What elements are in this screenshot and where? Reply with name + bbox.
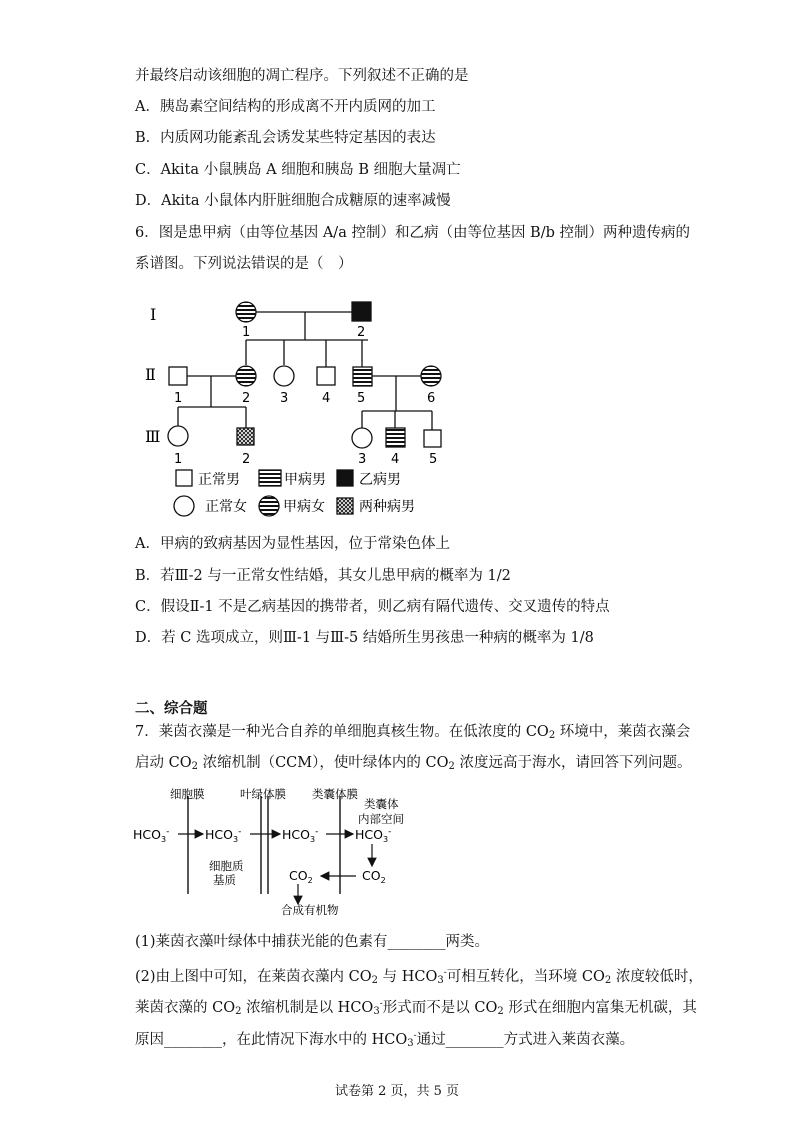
ccm-diagram — [0, 782, 794, 922]
legend-b-male: 乙病男 — [359, 472, 401, 488]
gen3-number-2: 2 — [242, 452, 251, 467]
q6-stem-line2: 系谱图。下列说法错误的是（ ） — [135, 256, 353, 272]
pedigree-II3-normal-female — [274, 366, 294, 386]
q5-stem-tail: 并最终启动该细胞的凋亡程序。下列叙述不正确的是 — [135, 68, 469, 84]
gen2-number-3: 3 — [280, 391, 289, 406]
gen3-number-3: 3 — [358, 452, 367, 467]
gen3-number-4: 4 — [391, 452, 400, 467]
q6-option-b: B．若Ⅲ-2 与一正常女性结婚，其女儿患甲病的概率为 1/2 — [135, 568, 511, 584]
legend-both-male-symbol — [337, 498, 353, 514]
q6-option-d: D．若 C 选项成立，则Ⅲ-1 与Ⅲ-5 结婚所生男孩患一种病的概率为 1/8 — [135, 630, 594, 646]
gen-label-1: Ⅰ — [150, 305, 157, 324]
pedigree-II2-affected-a-female — [236, 366, 256, 386]
legend-normal-female-symbol — [174, 496, 194, 516]
gen2-number-4: 4 — [322, 391, 331, 406]
legend-a-male: 甲病男 — [284, 472, 326, 488]
q7-stem-line1: 7．莱茵衣藻是一种光合自养的单细胞真核生物。在低浓度的 $CO_2$ 环境中，莱茵衣藻会 — [135, 724, 691, 741]
co2-stroma: $CO_2$ — [289, 868, 313, 885]
q7-sub2-line2: 莱茵衣藻的 $CO_2$ 浓缩机制是以 $HCO_3^-$形式而不是以 $CO_2$ 形式在细胞内富集无机碳，其 — [135, 999, 697, 1017]
q7-sub2-line1: (2)由上图中可知，在莱茵衣藻内 $CO_2$ 与 $HCO_3^-$可相互转化，当环境 $CO_2$ 浓度较低时， — [135, 968, 703, 986]
pedigree-III3-normal-female — [352, 428, 372, 448]
pedigree-II1-normal-male — [169, 367, 187, 385]
co2-thylakoid: $CO_2$ — [362, 868, 386, 885]
gen3-number-5: 5 — [429, 452, 438, 467]
gen2-number-1: 1 — [174, 391, 183, 406]
pedigree-III2-both-diseases-male — [237, 428, 254, 445]
legend-normal-female: 正常女 — [205, 499, 247, 515]
legend-both-male: 两种病男 — [359, 499, 415, 515]
label-thylakoid-membrane: 类囊体膜 — [312, 787, 358, 801]
section-title: 二、综合题 — [135, 701, 208, 717]
gen3-number-1: 1 — [174, 452, 183, 467]
gen1-number-2: 2 — [357, 325, 366, 340]
hco3-outside: $HCO_3^-$ — [133, 827, 170, 844]
label-chloroplast-membrane: 叶绿体膜 — [240, 787, 286, 801]
q5-option-a: A．胰岛素空间结构的形成离不开内质网的加工 — [135, 99, 436, 115]
page-footer: 试卷第 2 页，共 5 页 — [334, 1084, 460, 1099]
gen2-number-2: 2 — [242, 391, 251, 406]
legend-a-male-symbol — [259, 470, 281, 486]
label-cell-membrane: 细胞膜 — [170, 787, 205, 801]
q6-stem-line1: 6．图是患甲病（由等位基因 A/a 控制）和乙病（由等位基因 B/b 控制）两种遗传病的 — [135, 225, 690, 241]
legend-a-female: 甲病女 — [283, 499, 325, 515]
legend-b-male-symbol — [337, 470, 353, 486]
pedigree-I1-affected-a-female — [236, 302, 256, 322]
legend-normal-male: 正常男 — [198, 472, 240, 488]
q5-option-d: D．Akita 小鼠体内肝脏细胞合成糖原的速率减慢 — [135, 193, 451, 209]
pedigree-II4-normal-male — [317, 367, 335, 385]
pedigree-chart — [0, 285, 794, 525]
q7-stem-line2: 启动 $CO_2$ 浓缩机制（CCM），使叶绿体内的 $CO_2$ 浓度远高于海水，请回答下列问题。 — [135, 755, 692, 772]
hco3-thylakoid: $HCO_3^-$ — [355, 827, 392, 844]
q5-option-c: C．Akita 小鼠胰岛 A 细胞和胰岛 B 细胞大量凋亡 — [135, 162, 461, 178]
pedigree-III1-normal-female — [168, 426, 188, 446]
gen2-number-5: 5 — [357, 391, 366, 406]
label-cytoplasm-1: 细胞质 — [209, 859, 244, 873]
label-thylakoid-space-1: 类囊体 — [364, 797, 399, 811]
gen2-number-6: 6 — [427, 391, 436, 406]
q7-sub2-line3: 原因________，在此情况下海水中的 $HCO_3^-$通过________方式进入莱茵衣藻。 — [135, 1031, 635, 1049]
hco3-stroma: $HCO_3^-$ — [282, 827, 319, 844]
pedigree-I2-affected-b-male — [352, 302, 371, 321]
gen1-number-1: 1 — [242, 325, 251, 340]
pedigree-II5-affected-a-male — [353, 367, 372, 386]
pedigree-III5-normal-male — [424, 430, 441, 447]
q5-option-b: B．内质网功能紊乱会诱发某些特定基因的表达 — [135, 130, 436, 146]
legend-a-female-symbol — [259, 496, 279, 516]
label-synthesis: 合成有机物 — [281, 903, 339, 917]
q6-option-c: C．假设Ⅱ-1 不是乙病基因的携带者，则乙病有隔代遗传、交叉遗传的特点 — [135, 599, 610, 615]
pedigree-III4-affected-a-male — [386, 428, 405, 447]
q6-option-a: A．甲病的致病基因为显性基因，位于常染色体上 — [135, 536, 450, 552]
q7-sub1: (1)莱茵衣藻叶绿体中捕获光能的色素有________两类。 — [135, 934, 490, 950]
gen-label-2: Ⅱ — [145, 365, 156, 384]
label-cytoplasm-2: 基质 — [213, 873, 236, 887]
legend-normal-male-symbol — [176, 470, 192, 486]
hco3-cytoplasm: $HCO_3^-$ — [205, 827, 242, 844]
gen-label-3: Ⅲ — [145, 427, 161, 446]
pedigree-II6-affected-a-female — [421, 366, 441, 386]
label-thylakoid-space-2: 内部空间 — [358, 812, 404, 826]
